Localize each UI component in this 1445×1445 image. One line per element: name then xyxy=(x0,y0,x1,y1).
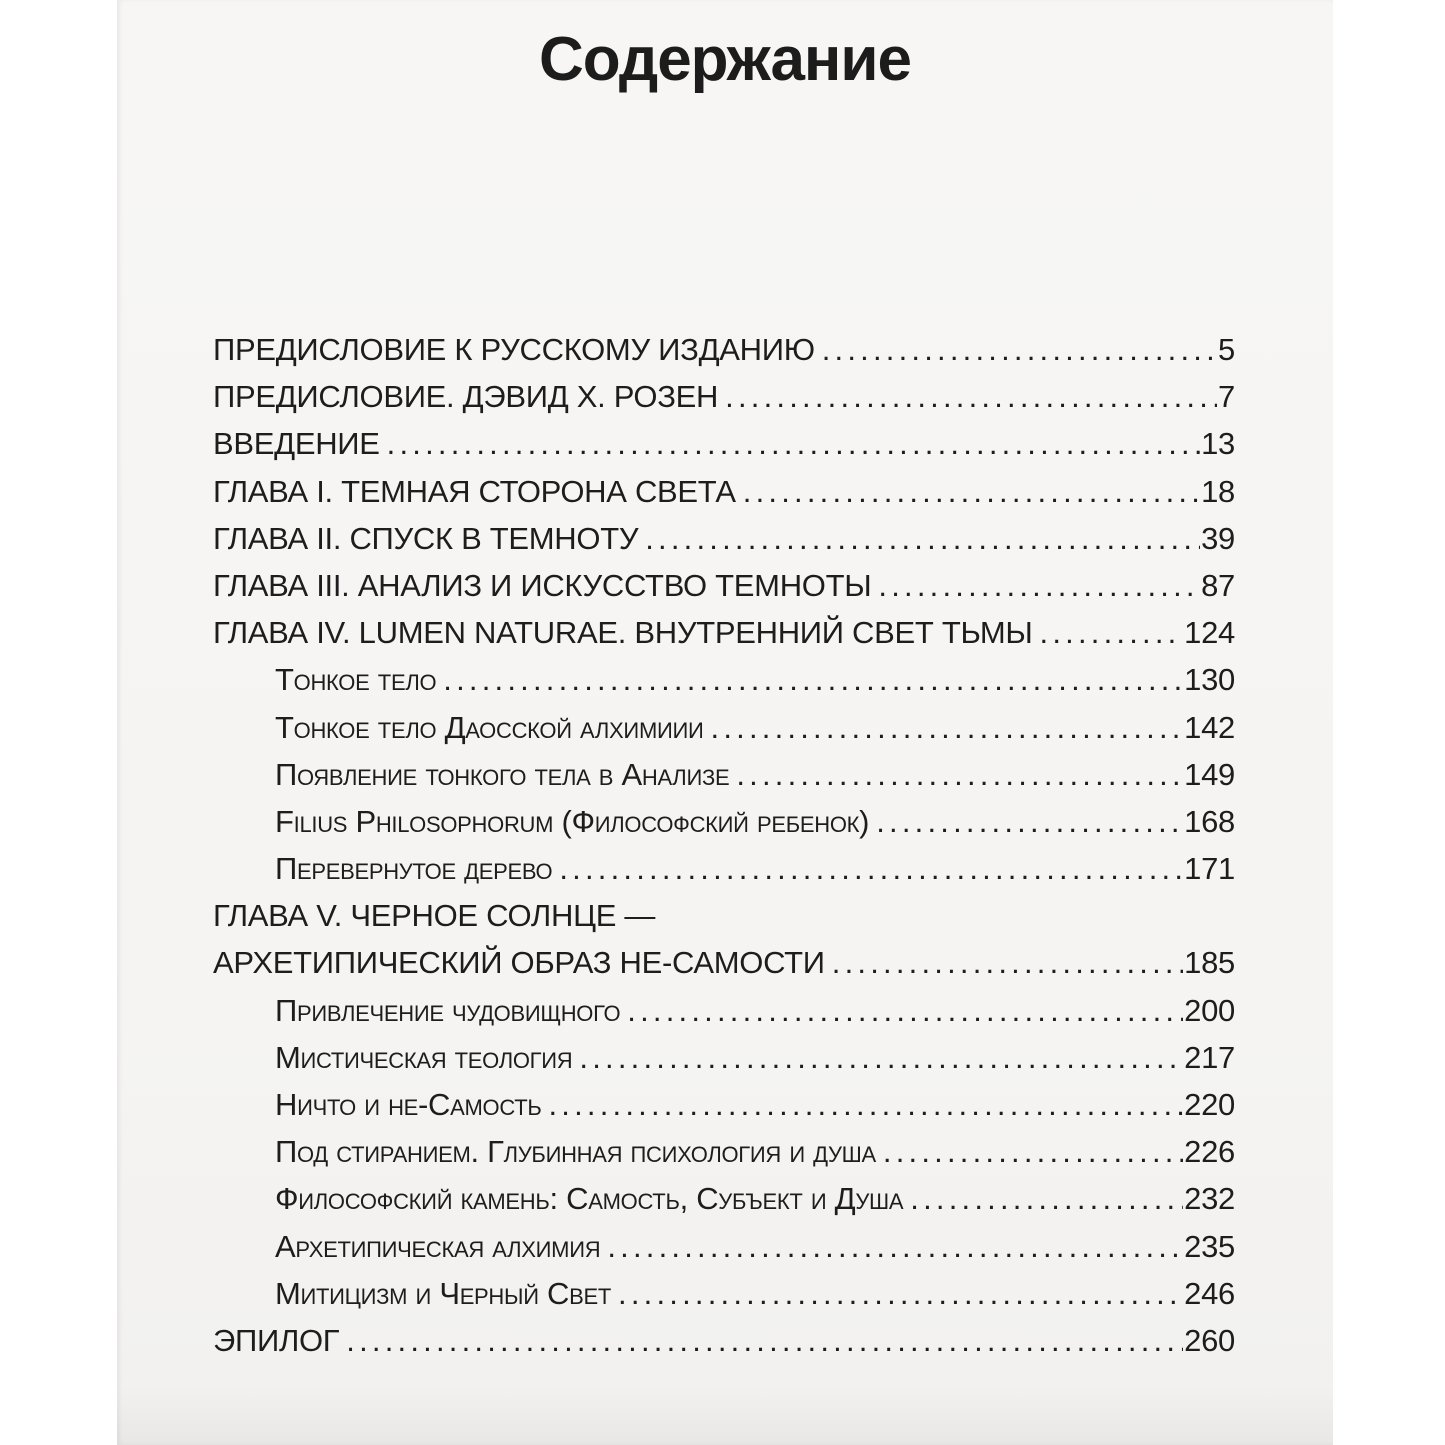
toc-entry-label: Мистическая теология xyxy=(275,1039,573,1075)
toc-entry xyxy=(213,1323,1235,1370)
dot-leader xyxy=(579,1040,1183,1076)
toc-entry-label: ГЛАВА II. СПУСК В ТЕМНОТУ xyxy=(213,520,639,556)
toc-entry xyxy=(213,1134,1235,1181)
toc-entry xyxy=(213,615,1235,662)
toc-entry-label: Появление тонкого тела в Анализе xyxy=(275,756,730,792)
toc-entry-label: ЭПИЛОГ xyxy=(213,1322,340,1358)
toc-entry-label: Митицизм и Черный Свет xyxy=(275,1275,611,1311)
page-number: 235 xyxy=(1184,1228,1235,1264)
page-number: 171 xyxy=(1184,851,1235,887)
page-number: 142 xyxy=(1184,709,1235,745)
toc-entry xyxy=(213,332,1235,379)
toc-entry xyxy=(213,710,1235,757)
page-number: 185 xyxy=(1184,945,1235,981)
dot-leader xyxy=(910,1181,1183,1217)
toc-entry xyxy=(213,804,1235,851)
dot-leader xyxy=(832,945,1183,981)
toc-entry-label: Тонкое тело Даосской алхимиии xyxy=(275,709,704,745)
toc-entry xyxy=(213,945,1235,992)
toc-entry xyxy=(213,1087,1235,1134)
dot-leader xyxy=(743,474,1200,510)
toc-entry-label: ВВЕДЕНИЕ xyxy=(213,426,380,462)
dot-leader xyxy=(346,1323,1183,1359)
toc-entry xyxy=(213,521,1235,568)
dot-leader xyxy=(607,1229,1183,1265)
page-number: 39 xyxy=(1201,520,1235,556)
toc-entry-label: Привлечение чудовищного xyxy=(275,992,621,1028)
page-number: 5 xyxy=(1218,332,1235,367)
toc-entry xyxy=(213,1229,1235,1276)
toc-entry xyxy=(213,379,1235,426)
dot-leader xyxy=(618,1276,1183,1312)
page-number: 7 xyxy=(1218,379,1235,415)
toc-entry-label: Архетипическая алхимия xyxy=(275,1228,601,1264)
dot-leader xyxy=(627,993,1183,1029)
page-number: 217 xyxy=(1184,1039,1235,1075)
page-number: 149 xyxy=(1184,756,1235,792)
toc-entry-label: ГЛАВА III. АНАЛИЗ И ИСКУССТВО ТЕМНОТЫ xyxy=(213,567,872,603)
page-number: 226 xyxy=(1184,1134,1235,1170)
page-number: 13 xyxy=(1201,426,1235,462)
dot-leader xyxy=(883,1134,1183,1170)
toc-entry-label: Ничто и не-Самость xyxy=(275,1087,542,1122)
page-number: 220 xyxy=(1184,1087,1235,1122)
page-number: 87 xyxy=(1201,567,1235,603)
dot-leader xyxy=(559,851,1183,887)
page-title: Содержание xyxy=(539,25,911,94)
toc-entry xyxy=(213,426,1235,473)
dot-leader xyxy=(725,379,1217,415)
page-number: 168 xyxy=(1184,803,1235,839)
dot-leader xyxy=(878,568,1200,604)
toc-entry xyxy=(213,851,1235,898)
page-number: 200 xyxy=(1184,992,1235,1028)
toc-entry xyxy=(213,568,1235,615)
dot-leader xyxy=(876,804,1183,840)
page-number: 124 xyxy=(1184,615,1235,651)
toc-entry-label: ГЛАВА I. ТЕМНАЯ СТОРОНА СВЕТА xyxy=(213,473,736,509)
page-number: 232 xyxy=(1184,1181,1235,1217)
toc-entry-label: Перевернутое дерево xyxy=(275,851,553,887)
toc-entry-label: ПРЕДИСЛОВИЕ. ДЭВИД Х. РОЗЕН xyxy=(213,379,719,415)
page-number: 260 xyxy=(1184,1322,1235,1358)
toc-entry xyxy=(213,1181,1235,1228)
toc-entry xyxy=(213,993,1235,1040)
toc-entry-label: Под стиранием. Глубинная психология и душа xyxy=(275,1134,876,1170)
dot-leader xyxy=(645,521,1200,557)
dot-leader xyxy=(822,332,1217,368)
page-number: 130 xyxy=(1184,662,1235,698)
toc-entry xyxy=(213,898,1235,945)
page-number: 18 xyxy=(1201,473,1235,509)
toc-entry-label: Filius Philosophorum (Философский ребенок) xyxy=(275,803,870,839)
toc-entry-label: Философский камень: Самость, Субъект и Душа xyxy=(275,1181,904,1217)
dot-leader xyxy=(736,757,1183,793)
toc-entry-label: АРХЕТИПИЧЕСКИЙ ОБРАЗ НЕ-САМОСТИ xyxy=(213,945,825,981)
dot-leader xyxy=(387,426,1200,462)
toc-entry xyxy=(213,1040,1235,1087)
dot-leader xyxy=(548,1087,1183,1123)
toc-entry-label: ГЛАВА V. ЧЕРНОЕ СОЛНЦЕ — xyxy=(213,898,656,934)
toc-entry xyxy=(213,1276,1235,1323)
toc-list xyxy=(213,332,1235,1370)
dot-leader xyxy=(1040,615,1184,651)
toc-entry xyxy=(213,757,1235,804)
toc-entry xyxy=(213,662,1235,709)
page-number: 246 xyxy=(1184,1275,1235,1311)
dot-leader xyxy=(443,662,1183,698)
dot-leader xyxy=(711,710,1184,746)
book-page xyxy=(117,0,1333,1445)
toc-entry-label: Тонкое тело xyxy=(275,662,437,698)
toc-entry-label: ПРЕДИСЛОВИЕ К РУССКОМУ ИЗДАНИЮ xyxy=(213,332,815,367)
toc-entry-label: ГЛАВА IV. LUMEN NATURAE. ВНУТРЕННИЙ СВЕТ ТЬМЫ xyxy=(213,615,1033,651)
toc-entry xyxy=(213,474,1235,521)
